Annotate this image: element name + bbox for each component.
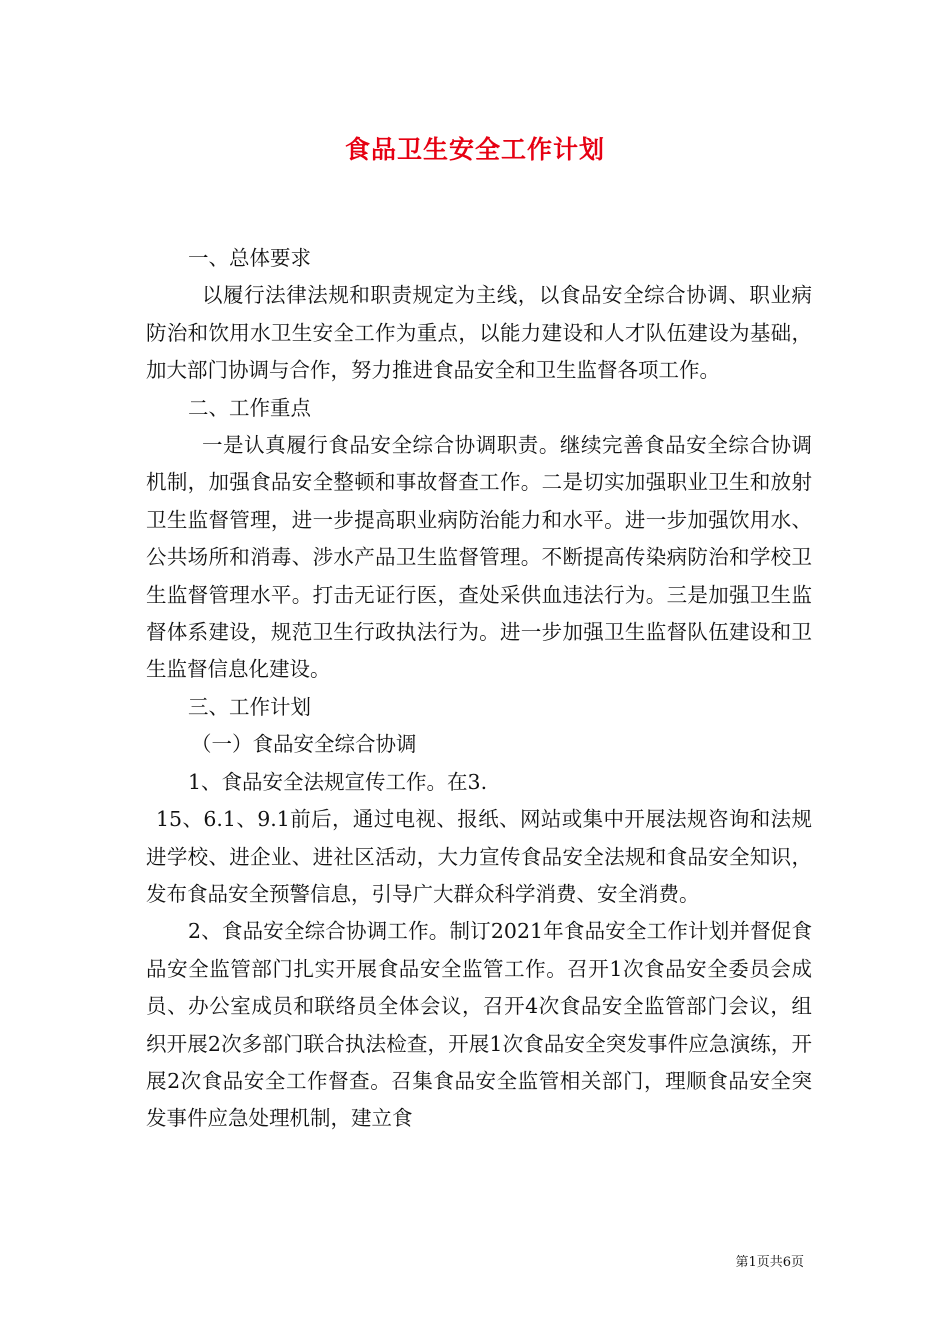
subsection-heading-coordination: （一）食品安全综合协调: [191, 732, 417, 757]
document-body: [146, 240, 812, 1138]
section-heading-focus: 二、工作重点: [188, 395, 311, 420]
paragraph-publicity: 15、6.1、9.1前后，通过电视、报纸、网站或集中开展法规咨询和法规进学校、进企业、进社区活动，大力宣传食品安全法规和食品安全知识，发布食品安全预警信息，引导广大群众科学消费、安全消费。: [146, 807, 812, 906]
paragraph-focus: 一是认真履行食品安全综合协调职责。继续完善食品安全综合协调机制，加强食品安全整顿和事故督查工作。二是切实加强职业卫生和放射卫生监督管理，进一步提高职业病防治能力和水平。进一步加强饮用水、公共场所和消毒、涉水产品卫生监督管理。不断提高传染病防治和学校卫生监督管理水平。打击无证行医，查处采供血违法行为。三是加强卫生监督体系建设，规范卫生行政执法行为。进一步加强卫生监督队伍建设和卫生监督信息化建设。: [146, 433, 812, 682]
section-heading-plan: 三、工作计划: [188, 694, 311, 719]
page-number: 第1页共6页: [735, 1255, 804, 1270]
document-title: 食品卫生安全工作计划: [344, 135, 605, 164]
section-heading-general: 一、总体要求: [188, 246, 311, 270]
paragraph-coordination: 2、食品安全综合协调工作。制订2021年食品安全工作计划并督促食品安全监管部门扎实开展食品安全监管工作。召开1次食品安全委员会成员、办公室成员和联络员全体会议，召开4次食品安全监管部门会议，组织开展2次多部门联合执法检查，开展1次食品安全突发事件应急演练，开展2次食品安全工作督查。召集食品安全监管相关部门，理顺食品安全突发事件应急处理机制，建立食: [146, 919, 812, 1131]
paragraph-general: 以履行法律法规和职责规定为主线，以食品安全综合协调、职业病防治和饮用水卫生安全工作为重点，以能力建设和人才队伍建设为基础，加大部门协调与合作，努力推进食品安全和卫生监督各项工作。: [146, 283, 812, 383]
item-heading-publicity: 1、食品安全法规宣传工作。在3.: [188, 769, 488, 794]
